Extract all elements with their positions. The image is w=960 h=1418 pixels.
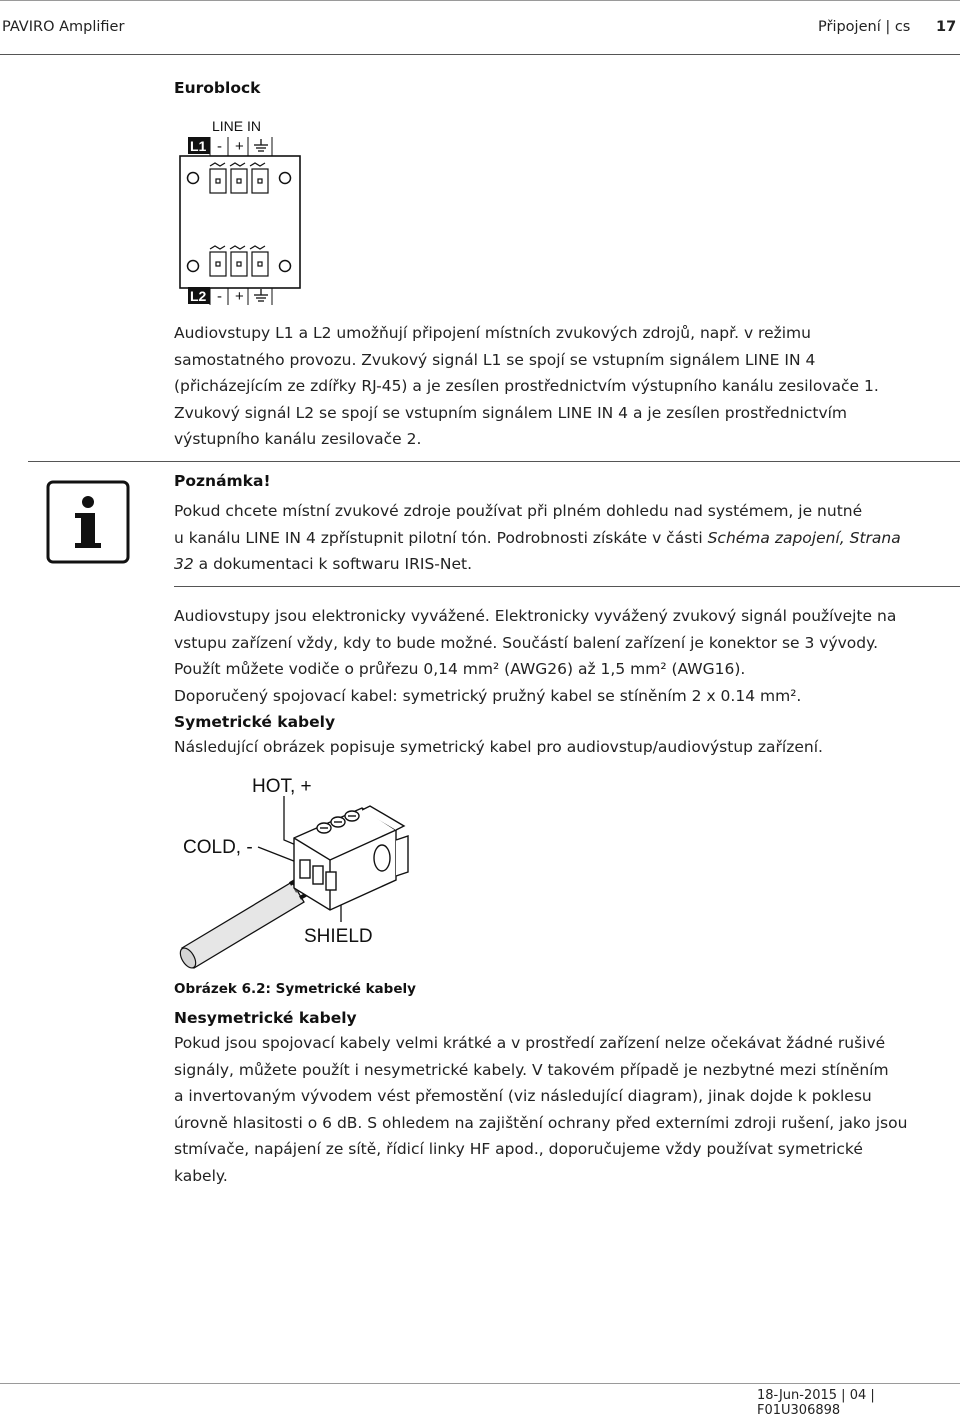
ground-symbol-icon (254, 139, 268, 151)
line-in-label: LINE IN (212, 118, 262, 134)
l2-minus: - (217, 288, 222, 305)
l2-label: L2 (190, 288, 207, 304)
paragraph-line: výstupního kanálu zesilovače 2. (174, 430, 422, 448)
paragraph-line: Audiovstupy L1 a L2 umožňují připojení místních zvukových zdrojů, např. v režimu (174, 324, 811, 342)
note-title: Poznámka! (174, 472, 271, 490)
euroblock-heading: Euroblock (174, 79, 261, 97)
paragraph-line: Pokud jsou spojovací kabely velmi krátké a v prostředí zařízení nelze očekávat žádné rušivé (174, 1034, 886, 1052)
l2-plus: + (235, 288, 244, 305)
asymmetric-paragraph (174, 1030, 907, 1189)
cable-jacket (177, 882, 304, 970)
symmetric-heading: Symetrické kabely (174, 713, 336, 731)
paragraph-line: samostatného provozu. Zvukový signál L1 se spojí se vstupním signálem LINE IN 4 (174, 350, 816, 369)
footer-rule (0, 1383, 960, 1384)
paragraph-line: Audiovstupy jsou elektronicky vyvážené. Elektronicky vyvážený zvukový signál používejte na (174, 607, 897, 625)
top-rule (0, 0, 960, 1)
paragraph-line: úrovně hlasitosti o 6 dB. S ohledem na zajištění ochrany před externími zdroji rušení, jako jsou (174, 1113, 908, 1132)
footer-doc-info: 18-Jun-2015 | 04 | F01U306898 (757, 1388, 875, 1418)
paragraph-line: (přicházejícím ze zdířky RJ-45) a je zesílen prostřednictvím výstupního kanálu zesilovače 1. (174, 377, 879, 395)
figure-caption: Obrázek 6.2: Symetrické kabely (174, 981, 416, 997)
balanced-cable-figure (174, 770, 434, 970)
paragraph-line: stmívače, napájení ze sítě, řídicí linky HF apod., doporučujeme vždy používat symetrické (174, 1140, 863, 1158)
euroblock-diagram (178, 112, 308, 308)
paragraph-line: Doporučený spojovací kabel: symetrický pružný kabel se stíněním 2 x 0.14 mm². (174, 686, 802, 705)
paragraph-line: a invertovaným vývodem vést přemostění (viz následující diagram), jinak dojde k poklesu (174, 1087, 872, 1105)
l1-plus: + (235, 138, 244, 155)
note-text (174, 498, 901, 578)
note-top-rule (28, 461, 960, 462)
euroblock-paragraph (174, 320, 879, 453)
paragraph-line: Použít můžete vodiče o průřezu 0,14 mm² (AWG26) až 1,5 mm² (AWG16). (174, 660, 746, 678)
hot-label: HOT, + (252, 776, 312, 797)
shield-label: SHIELD (304, 926, 373, 947)
note-line: Pokud chcete místní zvukové zdroje používat při plném dohledu nad systémem, je nutné (174, 502, 863, 520)
ground-symbol-icon (254, 289, 268, 301)
paragraph-line: Zvukový signál L2 se spojí se vstupním signálem LINE IN 4 a je zesílen prostřednictvím (174, 403, 848, 422)
note-bottom-rule (174, 586, 960, 587)
cold-label: COLD, - (183, 837, 253, 858)
note-link-page[interactable]: 32 (174, 555, 194, 573)
l1-minus: - (217, 138, 222, 155)
header-product: PAVIRO Amplifier (2, 19, 125, 35)
asymmetric-heading: Nesymetrické kabely (174, 1009, 357, 1027)
symmetric-text: Následující obrázek popisuje symetrický kabel pro audiovstup/audiovýstup zařízení. (174, 738, 823, 756)
note-line: 32 a dokumentaci k softwaru IRIS-Net. (174, 555, 473, 573)
page-number: 17 (936, 19, 957, 35)
note-line: u kanálu LINE IN 4 zpřístupnit pilotní tón. Podrobnosti získáte v části Schéma zapojení, Strana (174, 528, 901, 547)
balanced-intro (174, 603, 896, 709)
header-section: Připojení | cs (818, 19, 911, 35)
connector-body (294, 806, 408, 910)
l1-label: L1 (190, 138, 207, 154)
paragraph-line: vstupu zařízení vždy, kdy to bude možné. Součástí balení zařízení je konektor se 3 vývody. (174, 633, 879, 652)
paragraph-line: kabely. (174, 1166, 228, 1185)
info-icon (46, 480, 130, 564)
paragraph-line: signály, můžete použít i nesymetrické kabely. V takovém případě je nezbytné mezi stíněním (174, 1060, 889, 1079)
note-link[interactable]: Schéma zapojení, Strana (707, 528, 901, 547)
header-rule (0, 54, 960, 55)
